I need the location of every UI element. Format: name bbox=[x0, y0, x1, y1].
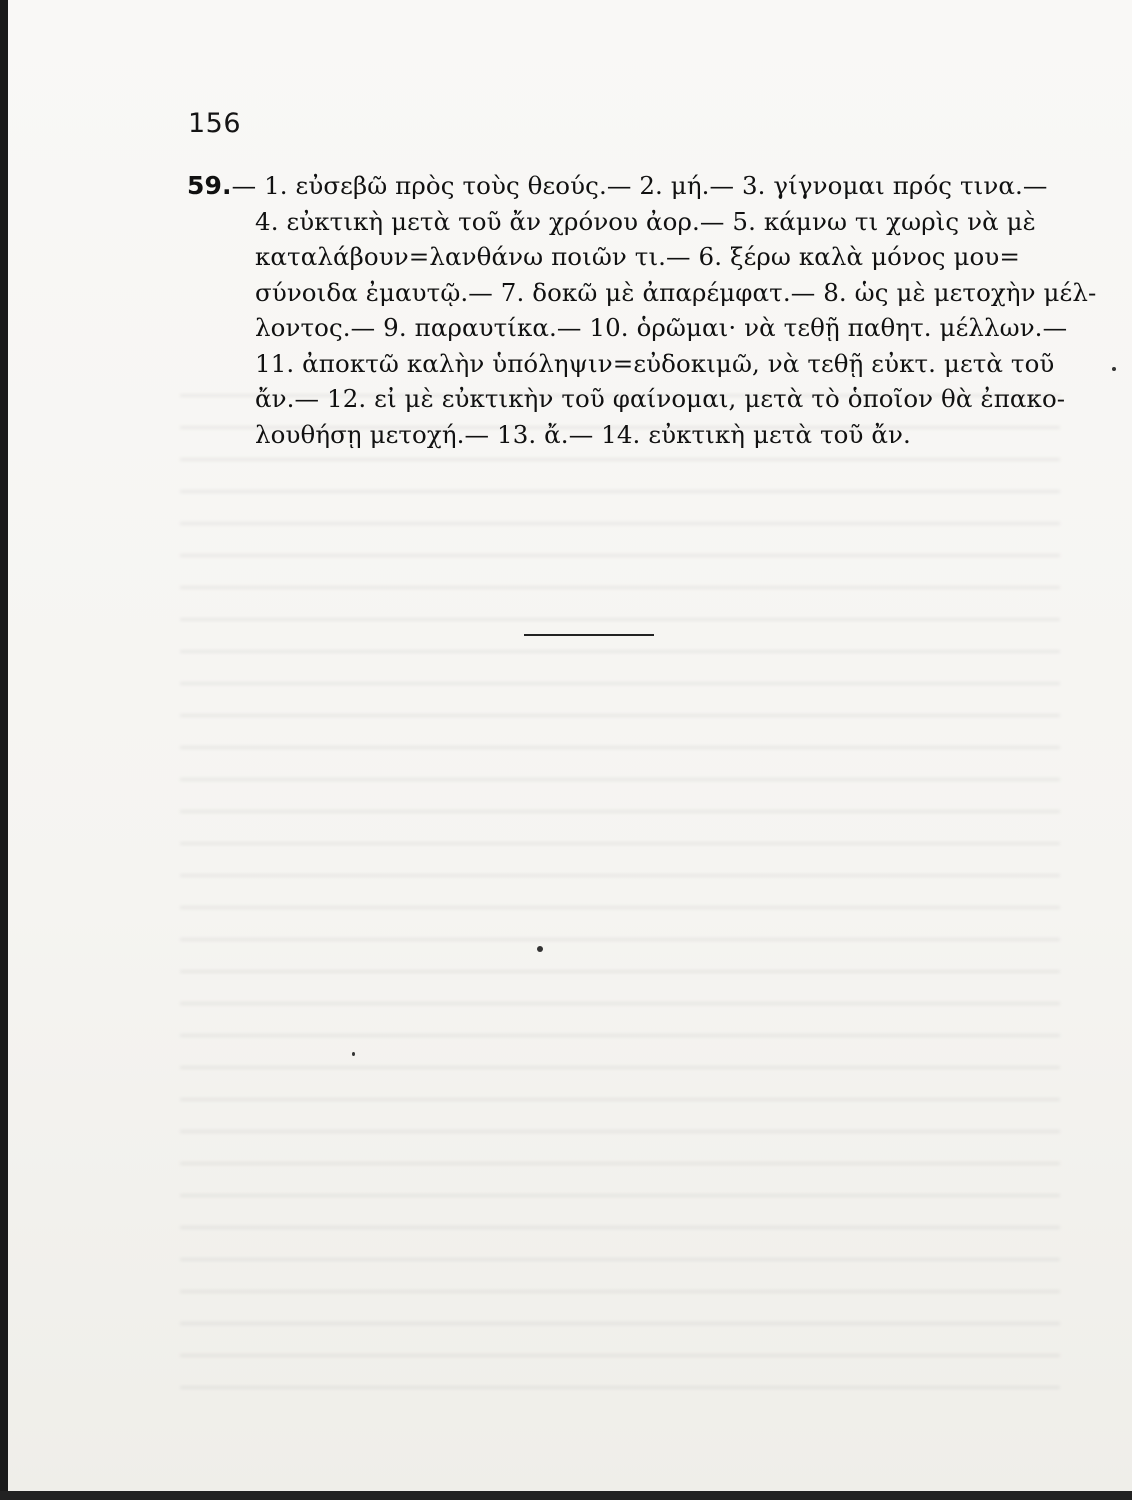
exercise-entry-59 bbox=[187, 168, 1097, 452]
section-divider-rule bbox=[524, 634, 654, 636]
entry-line-3: καταλάβουν=λανθάνω ποιῶν τι.— 6. ξέρω καλὰ μόνος μου= bbox=[255, 242, 1020, 271]
scan-speck bbox=[1112, 367, 1116, 371]
scan-speck bbox=[537, 946, 543, 952]
show-through-text bbox=[180, 380, 1066, 1390]
scan-edge-left bbox=[0, 0, 8, 1500]
entry-line-8: λουθήσῃ μετοχή.— 13. ἄ.— 14. εὐκτικὴ μετὰ τοῦ ἄν. bbox=[255, 419, 911, 449]
scan-edge-bottom bbox=[0, 1491, 1132, 1500]
entry-line-2: 4. εὐκτικὴ μετὰ τοῦ ἄν χρόνου ἀορ.— 5. κάμνω τι χωρὶς νὰ μὲ bbox=[255, 206, 1036, 236]
entry-line-7: ἄν.— 12. εἰ μὲ εὐκτικὴν τοῦ φαίνομαι, μετὰ τὸ ὁποῖον θὰ ἐπακο- bbox=[255, 384, 1066, 413]
entry-line-text: — 1. εὐσεβῶ πρὸς τοὺς θεούς.— 2. μή.— 3. γίγνομαι πρός τινα.— bbox=[231, 171, 1048, 200]
scan-speck bbox=[352, 1052, 355, 1056]
entry-line-4: σύνοιδα ἐμαυτῷ.— 7. δοκῶ μὲ ἀπαρέμφατ.— 8. ὡς μὲ μετοχὴν μέλ- bbox=[255, 277, 1097, 307]
page-number: 156 bbox=[188, 108, 242, 139]
entry-line-5: λοντος.— 9. παραυτίκα.— 10. ὁρῶμαι· νὰ τεθῇ παθητ. μέλλων.— bbox=[255, 313, 1068, 342]
entry-line-1 bbox=[187, 168, 1048, 204]
entry-number: 59. bbox=[187, 171, 232, 200]
entry-line-6: 11. ἀποκτῶ καλὴν ὑπόληψιν=εὐδοκιμῶ, νὰ τεθῇ εὐκτ. μετὰ τοῦ bbox=[255, 348, 1055, 378]
